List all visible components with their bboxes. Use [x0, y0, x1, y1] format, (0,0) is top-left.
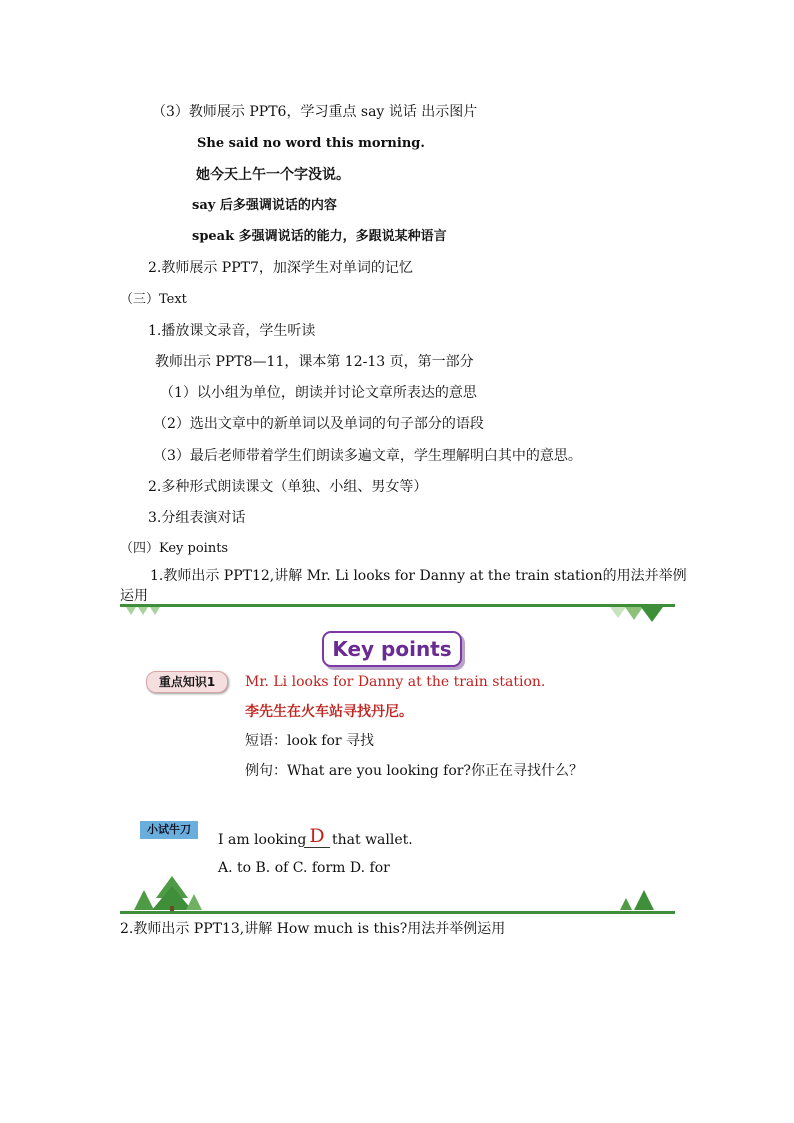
line-ppt8-11: 教师出示 PPT8—11，课本第 12-13 页，第一部分: [155, 354, 474, 370]
line-ppt12-cont: 运用: [120, 588, 148, 604]
practice-label: 小试牛刀: [140, 821, 198, 839]
ppt12-slide: [120, 604, 675, 916]
example-chinese: 她今天上午一个字没说。: [196, 167, 350, 183]
key-sentence-english: Mr. Li looks for Danny at the train station.: [245, 674, 546, 690]
step-2: （2）选出文章中的新单词以及单词的句子部分的语段: [153, 416, 484, 432]
slide-bottom-bar: [120, 911, 675, 914]
line-ppt13: 2.教师出示 PPT13,讲解 How much is this?用法并举例运用: [120, 921, 506, 937]
tree-decoration-icon: [134, 876, 204, 912]
line-read-forms: 2.多种形式朗读课文（单独、小组、男女等）: [148, 479, 428, 495]
step-3: （3）最后老师带着学生们朗读多遍文章，学生理解明白其中的意思。: [153, 448, 582, 464]
step-1: （1）以小组为单位，朗读并讨论文章所表达的意思: [160, 385, 477, 401]
example-english: She said no word this morning.: [197, 136, 425, 151]
example-line: 例句：What are you looking for?你正在寻找什么？: [245, 763, 583, 779]
line-group-dialogue: 3.分组表演对话: [148, 510, 246, 526]
note-say: say 后多强调说话的内容: [192, 198, 337, 213]
key-sentence-chinese: 李先生在火车站寻找丹尼。: [245, 704, 413, 720]
question-start: I am looking: [218, 832, 307, 848]
key-knowledge-badge: 重点知识1: [146, 671, 228, 693]
line-ppt12: 1.教师出示 PPT12,讲解 Mr. Li looks for Danny at the train station的用法并举例: [150, 568, 687, 584]
note-speak: speak 多强调说话的能力，多跟说某种语言: [192, 229, 447, 244]
answer-blank: D: [304, 825, 330, 848]
triangle-decoration-icon: [608, 607, 668, 623]
slide-title-box: [322, 631, 462, 667]
answer-options: A. to B. of C. form D. for: [218, 860, 390, 876]
slide-top-bar: [120, 604, 675, 607]
section-text-heading: （三）Text: [120, 292, 187, 307]
phrase-line: 短语：look for 寻找: [245, 733, 375, 749]
tree-decoration-icon: [618, 890, 658, 912]
line-ppt7: 2.教师展示 PPT7，加深学生对单词的记忆: [148, 260, 413, 276]
question-end: that wallet.: [332, 832, 413, 848]
triangle-decoration-icon: [126, 607, 166, 617]
line-say-heading: （3）教师展示 PPT6，学习重点 say 说话 出示图片: [152, 104, 478, 120]
slide-title: Key points: [332, 637, 452, 661]
line-play-recording: 1.播放课文录音，学生听读: [148, 323, 316, 339]
section-key-points-heading: （四）Key points: [120, 541, 229, 556]
